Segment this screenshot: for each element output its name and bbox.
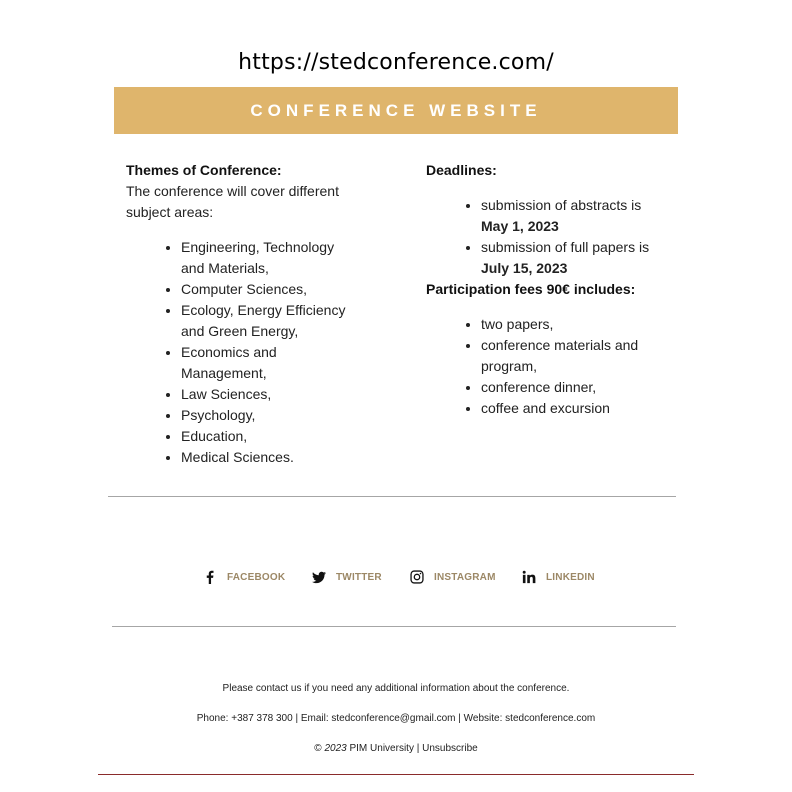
website-label: | Website: (455, 713, 506, 724)
facebook-icon (203, 570, 217, 584)
deadline-text: submission of full papers is (481, 239, 650, 255)
contact-note: Please contact us if you need any additional information about the conference. (222, 683, 570, 694)
themes-section (126, 160, 356, 468)
list-item: • Education, (181, 426, 356, 447)
instagram-label: INSTAGRAM (434, 571, 496, 583)
phone-number[interactable]: +387 378 300 (231, 713, 293, 724)
themes-intro: The conference will cover different subject areas: (126, 183, 339, 220)
phone-label: Phone: (196, 713, 232, 724)
list-item (481, 237, 666, 279)
organization-name: PIM University (349, 743, 414, 754)
facebook-label: FACEBOOK (227, 571, 286, 583)
list-item: • Economics and Management, (181, 342, 356, 384)
copyright-year: 2023 (324, 743, 347, 754)
list-item: • Engineering, Technology and Materials, (181, 237, 356, 279)
instagram-link[interactable] (410, 568, 496, 586)
list-item: • conference dinner, (481, 377, 666, 398)
contact-details (0, 713, 792, 724)
deadlines-fees-section (426, 160, 666, 419)
twitter-link[interactable] (312, 568, 382, 586)
twitter-icon (312, 570, 326, 584)
divider (112, 626, 676, 627)
banner-title: CONFERENCE WEBSITE (250, 100, 542, 120)
list-item: • Computer Sciences, (181, 279, 356, 300)
bottom-border (98, 774, 694, 775)
fees-list (426, 314, 666, 419)
facebook-link[interactable] (203, 568, 285, 586)
list-item: • coffee and excursion (481, 398, 666, 419)
website-url[interactable]: https://stedconference.com/ (238, 50, 554, 75)
instagram-icon (410, 570, 424, 584)
separator: | (416, 743, 420, 754)
themes-list (126, 237, 356, 468)
conference-website-banner[interactable] (114, 87, 678, 134)
website-link[interactable]: stedconference.com (505, 713, 596, 724)
list-item: • Psychology, (181, 405, 356, 426)
divider (108, 496, 676, 497)
twitter-label: TWITTER (336, 571, 382, 583)
deadline-text: submission of abstracts is (481, 197, 642, 213)
list-item: • conference materials and program, (481, 335, 666, 377)
list-item: • Ecology, Energy Efficiency and Green Energy, (181, 300, 356, 342)
social-links (0, 568, 792, 588)
fees-heading: Participation fees 90€ includes: (426, 281, 636, 297)
list-item: • Law Sciences, (181, 384, 356, 405)
copyright-line (0, 743, 792, 754)
list-item: • Medical Sciences. (181, 447, 356, 468)
unsubscribe-link[interactable]: Unsubscribe (422, 743, 478, 754)
linkedin-icon (522, 570, 536, 584)
deadline-date: July 15, 2023 (481, 260, 568, 276)
linkedin-link[interactable] (522, 568, 595, 586)
deadlines-heading: Deadlines: (426, 162, 497, 178)
themes-heading: Themes of Conference: (126, 162, 282, 178)
linkedin-label: LINKEDIN (546, 571, 595, 583)
list-item (481, 195, 666, 237)
list-item: • two papers, (481, 314, 666, 335)
deadlines-list (426, 195, 666, 279)
copyright-symbol: © (314, 743, 322, 754)
email-label: | Email: (292, 713, 332, 724)
deadline-date: May 1, 2023 (481, 218, 559, 234)
email-address[interactable]: stedconference@gmail.com (331, 713, 456, 724)
